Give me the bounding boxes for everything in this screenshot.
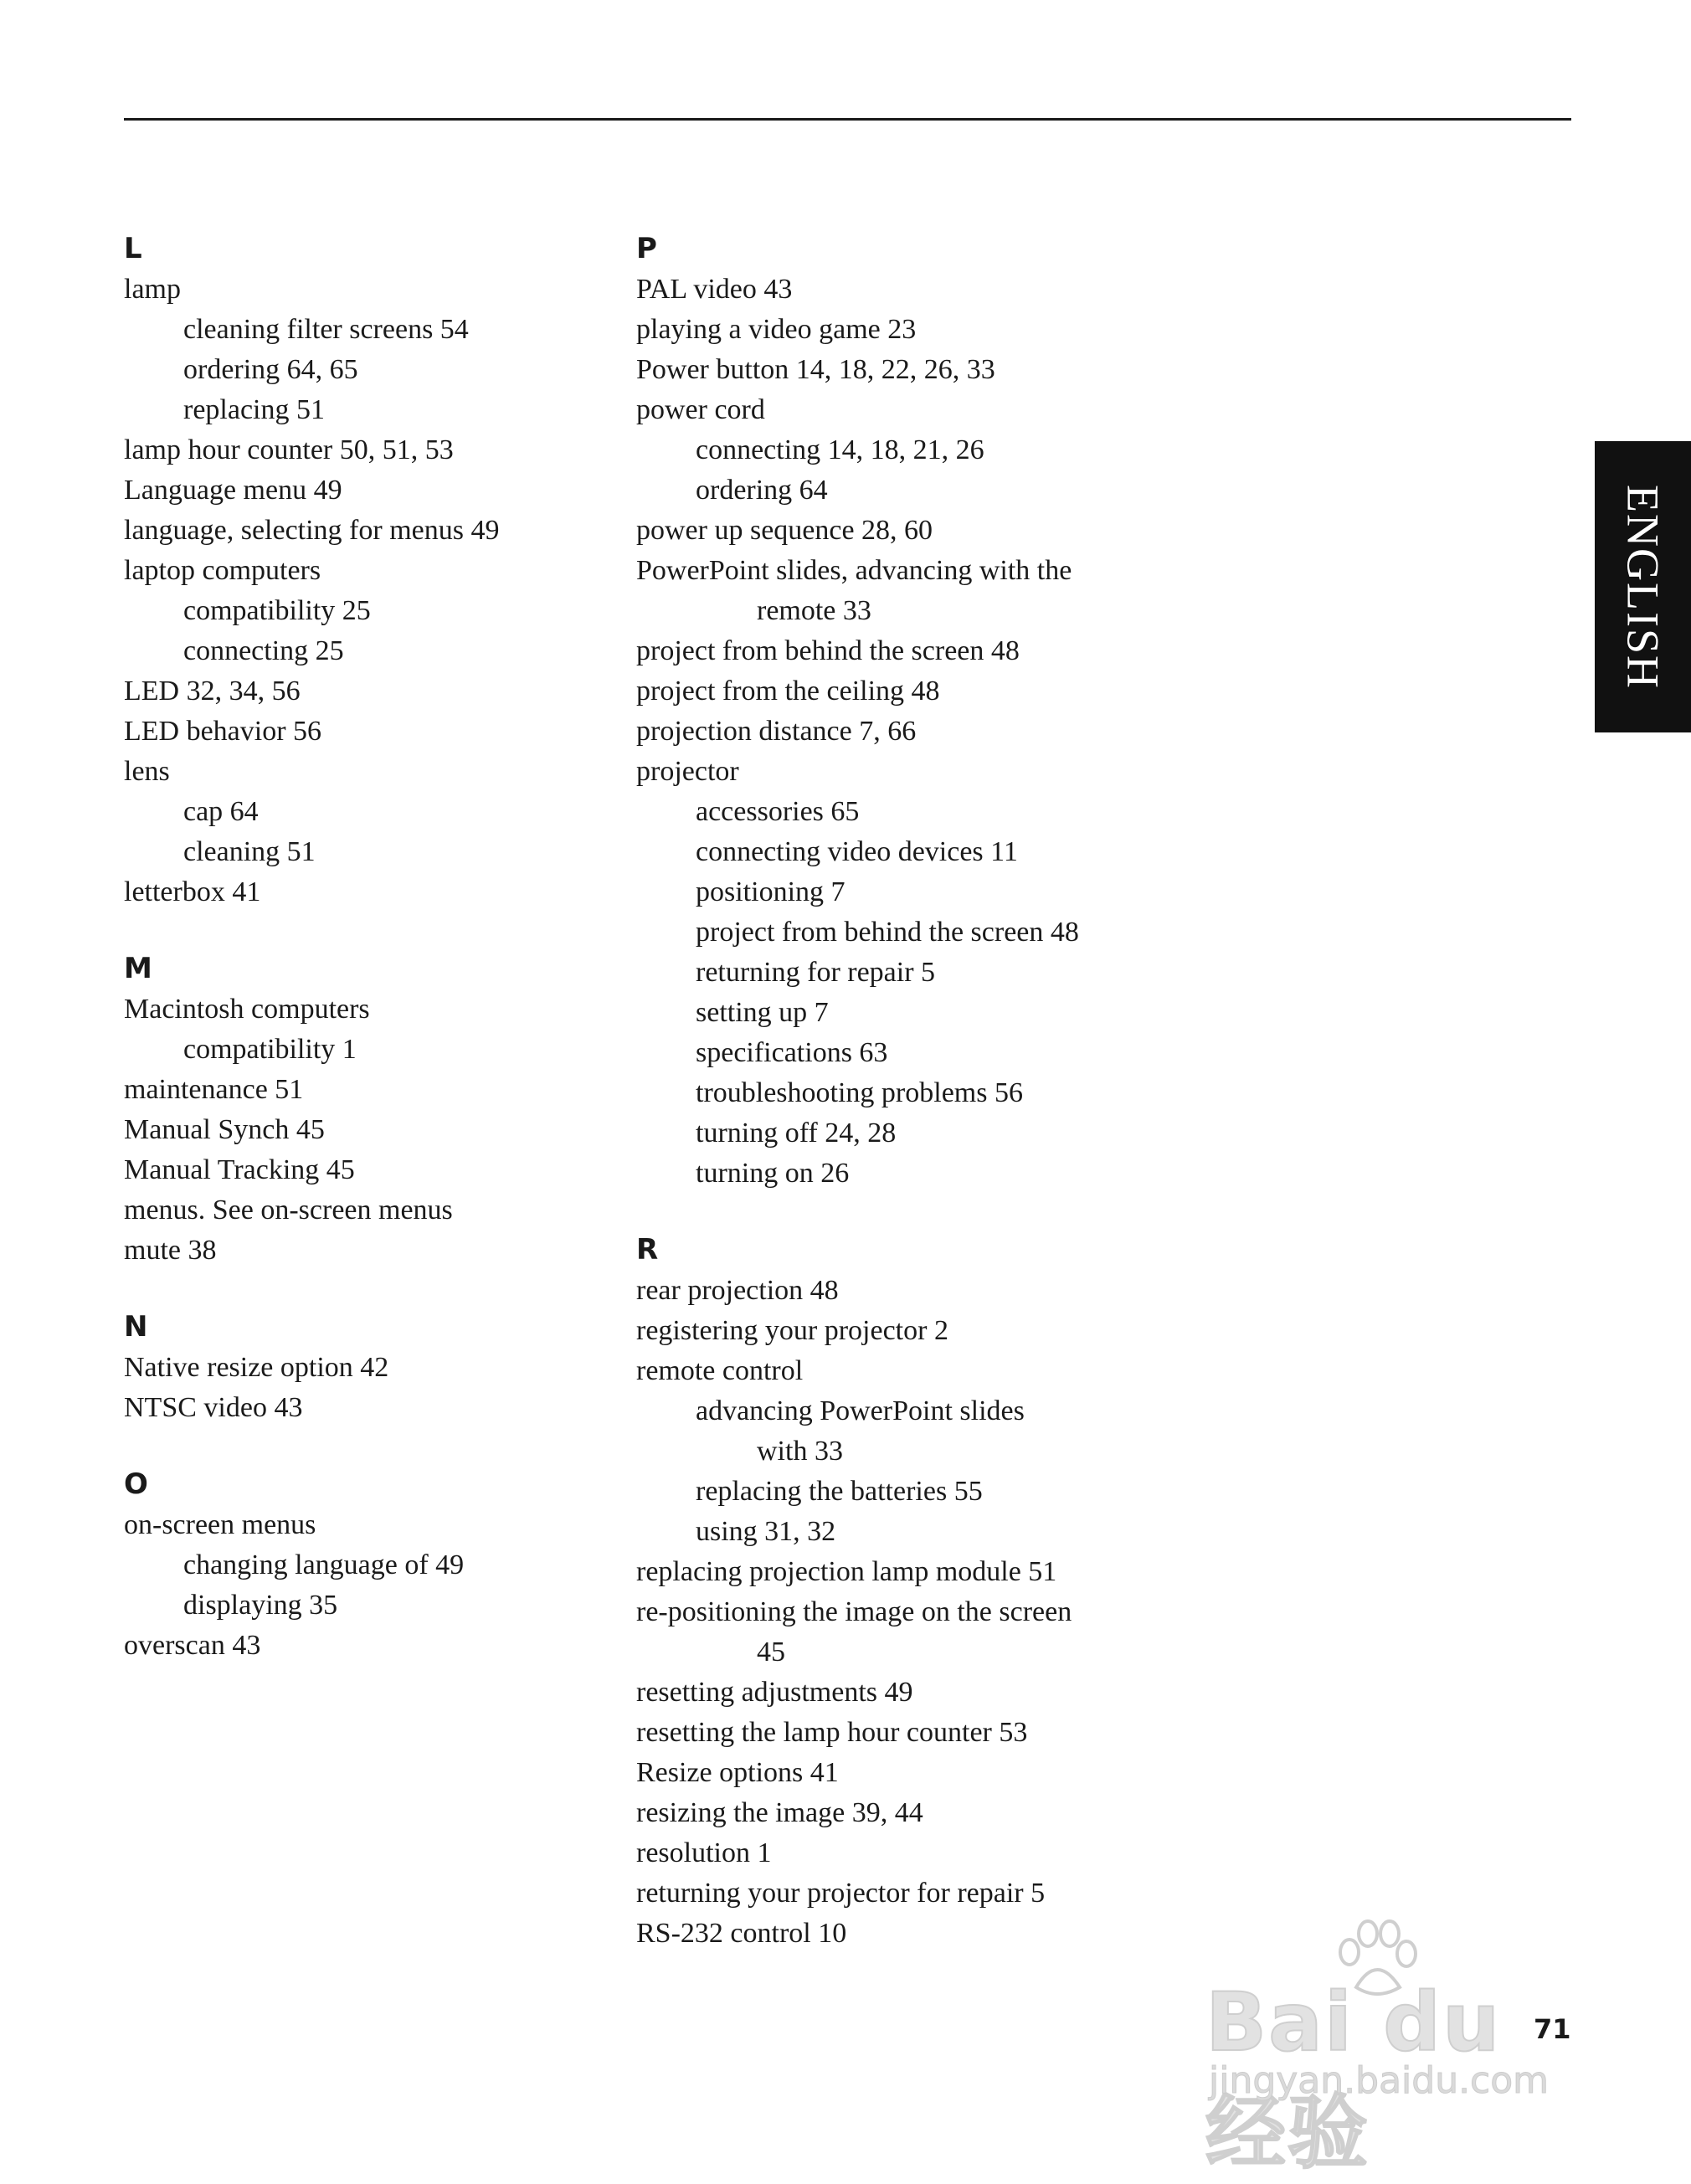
index-section-m	[124, 948, 593, 1271]
section-letter: L	[124, 232, 142, 265]
index-entry: playing a video game 23	[636, 314, 917, 345]
index-section-l	[124, 228, 593, 912]
index-entry: PAL video 43	[636, 274, 793, 305]
index-entry: returning your projector for repair 5	[636, 1878, 1046, 1909]
page-number: 71	[1534, 2013, 1571, 2045]
section-letter: O	[124, 1467, 148, 1501]
index-entry: lamp hour counter 50, 51, 53	[124, 434, 454, 465]
index-entry: Manual Synch 45	[124, 1114, 325, 1145]
index-entry: Language menu 49	[124, 475, 342, 506]
index-entry: remote control	[636, 1355, 804, 1386]
index-subentry: positioning 7	[696, 876, 846, 907]
index-entry: letterbox 41	[124, 876, 261, 907]
index-subentry: displaying 35	[183, 1590, 338, 1621]
index-subentry: cleaning filter screens 54	[183, 314, 469, 345]
index-subentry: returning for repair 5	[696, 957, 936, 988]
index-subentry: connecting 14, 18, 21, 26	[696, 434, 984, 465]
index-entry: replacing projection lamp module 51	[636, 1556, 1057, 1587]
index-entry: Native resize option 42	[124, 1352, 389, 1383]
index-entry: re-positioning the image on the screen	[636, 1596, 1072, 1627]
index-entry: mute 38	[124, 1235, 217, 1266]
index-column-right	[636, 228, 1222, 1989]
watermark-brand: Bai du 经验	[1205, 1976, 1502, 2180]
index-subentry: replacing 51	[183, 394, 325, 425]
index-section-o	[124, 1463, 593, 1666]
index-subentry: using 31, 32	[696, 1516, 836, 1547]
index-entry: resetting the lamp hour counter 53	[636, 1717, 1028, 1748]
index-subentry: accessories 65	[696, 796, 860, 827]
index-subentry: cleaning 51	[183, 836, 316, 867]
index-entry: power up sequence 28, 60	[636, 515, 933, 546]
index-subentry: ordering 64	[696, 475, 828, 506]
index-entry: resetting adjustments 49	[636, 1677, 913, 1708]
section-letter: M	[124, 952, 152, 985]
index-subentry: changing language of 49	[183, 1549, 465, 1580]
index-subentry: remote 33	[757, 595, 871, 626]
index-entry: Macintosh computers	[124, 994, 370, 1025]
index-entry: LED behavior 56	[124, 716, 322, 747]
index-entry: NTSC video 43	[124, 1392, 303, 1423]
index-entry: project from behind the screen 48	[636, 635, 1020, 666]
index-entry: on-screen menus	[124, 1509, 316, 1540]
header-rule	[124, 118, 1571, 121]
index-entry: Resize options 41	[636, 1757, 839, 1788]
section-letter: N	[124, 1310, 148, 1344]
index-subentry: with 33	[757, 1436, 843, 1467]
index-subentry: connecting 25	[183, 635, 344, 666]
watermark-url: jingyan.baidu.com	[1209, 2059, 1550, 2102]
index-entry: Power button 14, 18, 22, 26, 33	[636, 354, 995, 385]
index-entry: PowerPoint slides, advancing with the	[636, 555, 1072, 586]
index-subentry: cap 64	[183, 796, 259, 827]
index-entry: resizing the image 39, 44	[636, 1797, 923, 1828]
index-subentry: setting up 7	[696, 997, 829, 1028]
index-section-n	[124, 1306, 593, 1428]
index-entry: lens	[124, 756, 170, 787]
index-section-r	[636, 1229, 1222, 1954]
index-subentry: connecting video devices 11	[696, 836, 1018, 867]
index-entry: projection distance 7, 66	[636, 716, 917, 747]
language-side-tab	[1595, 441, 1691, 732]
index-subentry: 45	[757, 1637, 785, 1668]
index-subentry: troubleshooting problems 56	[696, 1077, 1023, 1108]
index-entry: LED 32, 34, 56	[124, 676, 301, 707]
index-entry: power cord	[636, 394, 765, 425]
section-letter: R	[636, 1233, 659, 1267]
index-entry: laptop computers	[124, 555, 321, 586]
index-entry: resolution 1	[636, 1837, 772, 1868]
index-entry: Manual Tracking 45	[124, 1154, 355, 1185]
index-entry: overscan 43	[124, 1630, 261, 1661]
index-subentry: ordering 64, 65	[183, 354, 358, 385]
index-entry: RS-232 control 10	[636, 1918, 847, 1949]
index-entry: projector	[636, 756, 739, 787]
index-entry: project from the ceiling 48	[636, 676, 940, 707]
index-entry: menus. See on-screen menus	[124, 1195, 453, 1226]
index-entry: maintenance 51	[124, 1074, 304, 1105]
index-subentry: compatibility 25	[183, 595, 371, 626]
index-subentry: project from behind the screen 48	[696, 917, 1079, 948]
index-subentry: advancing PowerPoint slides	[696, 1395, 1025, 1426]
side-tab-label: ENGLISH	[1617, 484, 1668, 690]
index-column-left	[124, 228, 593, 1701]
index-subentry: turning on 26	[696, 1158, 850, 1189]
index-entry: lamp	[124, 274, 181, 305]
index-subentry: turning off 24, 28	[696, 1118, 897, 1149]
index-entry: registering your projector 2	[636, 1315, 948, 1346]
section-letter: P	[636, 232, 657, 265]
index-subentry: specifications 63	[696, 1037, 888, 1068]
index-subentry: replacing the batteries 55	[696, 1476, 983, 1507]
index-entry: language, selecting for menus 49	[124, 515, 500, 546]
watermark	[1197, 1917, 1599, 2180]
index-entry: rear projection 48	[636, 1275, 839, 1306]
index-subentry: compatibility 1	[183, 1034, 357, 1065]
index-section-p	[636, 228, 1222, 1194]
